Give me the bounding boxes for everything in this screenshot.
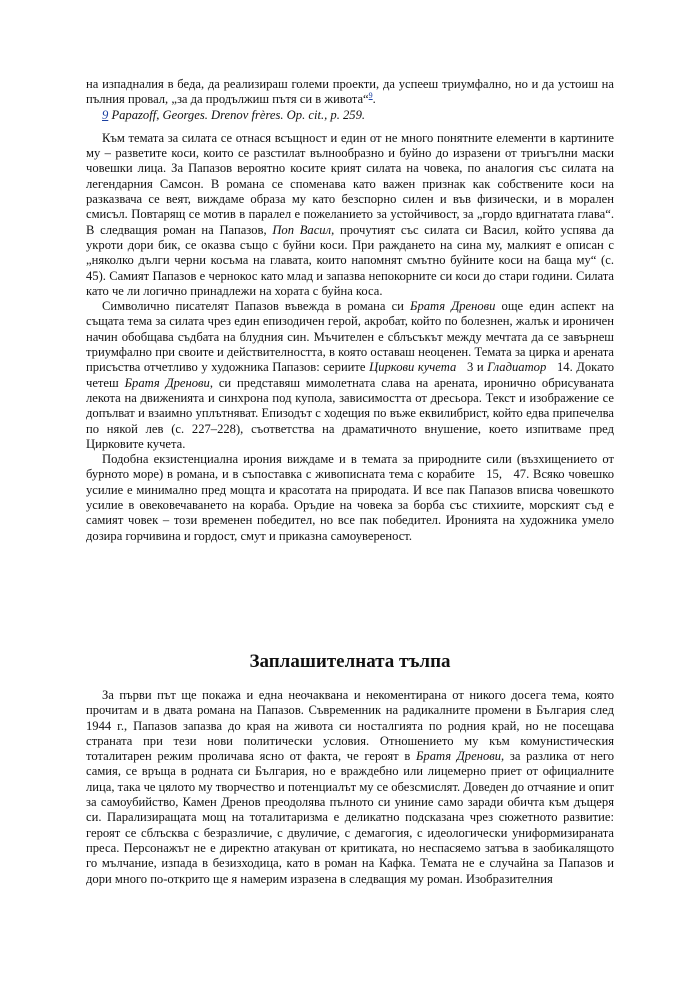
italic-title: Циркови кучета — [369, 360, 457, 375]
paragraph-text: Подобна екзистенциална ирония виждаме и в темата за природните сили (възхищението от бурното море) в романа, и в съпоставка с живописната тема с корабите 15, 47. Всяко човешко усилие е минимално пред мощта и красотата на природата. И все пак Папазов вписва човешкото усилие в овековечаването на кораба. Оръдие на човека за борба със стихиите, морският съд е самият човек – този временен победител, но все пак победител. Иронията на художника умело дозира горчивина и гордост, смут и приказна самоувереност. — [86, 452, 618, 543]
footnote-text: Papazoff, Georges. Drenov frères. Op. cit., p. 259. — [108, 107, 366, 122]
paragraph-text: За първи път ще покажа и една неочаквана и некоментирана от никого досега тема, която прочитам и в двата романа на Папазов. Съвременник на радикалните промени в България след 1944 г., Папазов запазва до края на живота си носталгията по родния край, но не посещава страната при тези нови политически условия. Отношението му към комунистическия тоталитарен режим проличава ясно от факта, че героят в — [86, 688, 614, 764]
paragraph-nature — [86, 452, 618, 544]
section-heading: Заплашителната тълпа — [249, 651, 451, 672]
paragraph-continued — [86, 77, 614, 108]
paragraph-hair-strength — [86, 131, 614, 299]
paragraph-text: . — [372, 92, 376, 107]
paragraph-text: 14. Докато четеш — [86, 360, 618, 390]
footnote-reference-link[interactable]: 9 — [368, 91, 373, 101]
italic-title: Братя Дренови — [124, 375, 210, 390]
paragraph-text: , си представяш мимолетната слава на арената, иронично обрисуваната лекота на движенията и синхрона под купола, зависимостта от дресьора. Текст и изображение се допълват и взаимно уплътняват. Епизодът с ходещия по въже еквилибрист, който едва припечелва по някой лев (с. 227–228), съответства на драматичното внушение, което изпитваме пред Цирковите кучета. — [86, 375, 614, 451]
paragraph-text: Към темата за силата се отнася всъщност и един от не много понятните елементи в картините му – разветите коси, които се разстилат вълнообразно и буйно до изразени от триъгълни маски човешки лица. За Папазов вероятно косите крият силата на човека, по аналогия със силата на легендарния Самсон. В романа се споменава като важен признак как собствените коси на разказвача се веят, виждаме образа му като безспорно силен и във физически, и в морален смисъл. Повтарящ се мотив в паралел е пожеланието за устойчивост, за „гордо вдигнатата глава“. В следващия роман на Папазов, — [86, 130, 614, 237]
paragraph-text: 3 и — [456, 360, 488, 375]
paragraph-text: , прочутият със силата си Васил, който успява да укроти дори бик, се оказва също с буйни коси. При раждането на сина му, малкият е описан с „няколко дълги черни косъма на главата, които напомнят смътно буйните коси на баща му“ (с. 45). Самият Папазов е чернокос като млад и запазва непокорните си коси до стари години. Силата като че ли логично принадлежи на хората с буйна коса. — [86, 222, 614, 298]
paragraph-text: , за разлика от него самия, се връща в родната си България, но е враждебно или лицемерно приет от официалните лица, така че цялото му творчество и потенциалът му се обезсмислят. Доведен до отчаяние и опит за самоубийство, Камен Дренов преодолява пълното си униние само заради обичта към дъщеря си. Парализиращата мощ на тоталитаризма е деликатно подсказана чрез сюжетното развитие: героят се сблъсква с безразличие, с двуличие, с демагогия, с идеологически униформизираната преса. Персонажът не е директно атакуван от критиката, но неспасяемо затъва в заобикалящото го мълчание, изпада в безизходица, като в роман на Кафка. Темата не е случайна за Папазов и дори много по-открито ще я намерим изразена в следващия му роман. Изобразителния — [86, 749, 615, 886]
paragraph-text: на изпадналия в беда, да реализираш големи проекти, да успееш триумфално, но и да устоиш на пълния провал, „за да продължиш пътя си в живота“ — [86, 77, 614, 107]
italic-title: Братя Дренови — [415, 749, 502, 764]
footnote — [86, 108, 614, 123]
paragraph-circus — [86, 299, 618, 452]
upper-text-block — [86, 77, 618, 544]
footnote-number-link[interactable]: 9 — [102, 107, 109, 122]
italic-title: Гладиатор — [487, 360, 547, 375]
italic-title: Братя Дренови — [410, 299, 496, 314]
paragraph-crowd — [86, 688, 614, 887]
paragraph-text: още един аспект на същата тема за силата чрез един епизодичен герой, акробат, който по болезнен, жалък и ироничен начин обобщава съдбата на блудния син. Мъчителен е сблъсъкът между мечтата да се завърнеш триумфално при своите и действителността, в която оставаш неоценен. Темата за цирка и арената присъства отчетливо у художника Папазов: сериите — [86, 299, 614, 375]
paragraph-text: Символично писателят Папазов въвежда в романа си — [102, 299, 411, 314]
lower-text-block — [86, 688, 614, 887]
italic-title: Поп Васил — [272, 222, 332, 237]
